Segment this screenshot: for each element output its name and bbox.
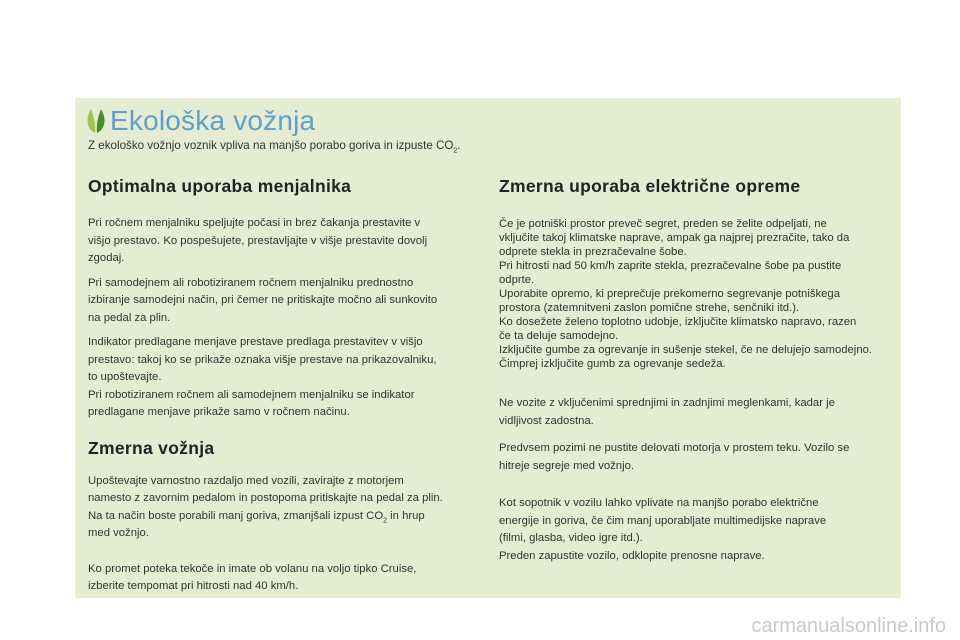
paragraph-cruise-control: Ko promet poteka tekoče in imate ob volanu na voljo tipko Cruise, izberite tempomat pri hitrosti nad 40 km/h.	[88, 562, 417, 592]
paragraph-automatic-gearbox: Pri samodejnem ali robotiziranem ročnem menjalniku prednostno izbiranje samodejni način, pri čemer ne pritiskajte močno ali sunkovito na pedal za plin.	[88, 276, 438, 324]
paragraph-idling: Predvsem pozimi ne pustite delovati motorja v prostem teku. Vozilo se hitreje segreje med vožnjo.	[499, 442, 850, 472]
right-column	[499, 176, 899, 565]
page-title: Ekološka vožnja	[110, 105, 316, 136]
paragraph-air-conditioning: Če je potniški prostor preveč segret, preden se želite odpeljati, ne vključite takoj klimatske naprave, ampak ga najprej prezračite, tako da odprete stekla in prezračevalne šobe. Pri hitrosti nad 50 km/h zaprite stekla, prezračevalne šobe pa pustite odprte. Uporabite opremo, ki preprečuje prekomerno segrevanje potniškega prostora (zatemnitveni zaslon pomične strehe, senčniki itd.). Ko dosežete želeno toplotno udobje, izključite klimatsko napravo, razen če ta deluje samodejno. Izključite gumbe za ogrevanje in sušenje stekel, če ne delujejo samodejno. Čimprej izključite gumb za ogrevanje sedeža.	[499, 218, 873, 370]
paragraph-multimedia: Kot sopotnik v vozilu lahko vplivate na manjšo porabo električne energije in goriva, če čim manj uporabljate multimedijske naprave (filmi, glasba, video igre itd.). Preden zapustite vozilo, odklopite prenosne naprave.	[499, 497, 827, 562]
heading-moderate-driving: Zmerna vožnja	[88, 437, 215, 458]
paragraph-manual-gearbox: Pri ročnem menjalniku speljujte počasi in brez čakanja prestavite v višjo prestavo. Ko pospešujete, prestavljajte v višje prestavite dovolj zgodaj.	[88, 217, 428, 264]
watermark: carmanualsonline.info	[751, 615, 946, 637]
paragraph-gear-indicator: Indikator predlagane menjave prestave predlaga prestavitev v višjo prestavo: takoj ko se prikaže oznaka višje prestave na prikazovalniku, to upoštevajte. Pri robotiziranem ročnem ali samodejnem menjalniku se indikator predlagane menjave prikaže samo v ročnem načinu.	[88, 336, 437, 418]
heading-electrical-equipment: Zmerna uporaba električne opreme	[499, 176, 801, 196]
left-column	[88, 176, 478, 596]
heading-optimal-gearbox: Optimalna uporaba menjalnika	[88, 176, 352, 196]
intro-text: Z ekološko vožnjo voznik vpliva na manjšo porabo goriva in izpuste $CO_2$.	[88, 139, 461, 155]
paragraph-fog-lights: Ne vozite z vključenimi sprednjimi in zadnjimi meglenkami, kadar je vidljivost zadostna.	[499, 397, 835, 427]
paragraph-safe-distance: Upoštevajte varnostno razdaljo med vozili, zavirajte z motorjem namesto z zavornim pedalom in postopoma pritiskajte na pedal za plin. Na ta način boste porabili manj goriva, zmanjšali izpust $CO_2$ in hrup med vožnjo.	[88, 474, 443, 539]
leaf-icon	[85, 107, 107, 135]
